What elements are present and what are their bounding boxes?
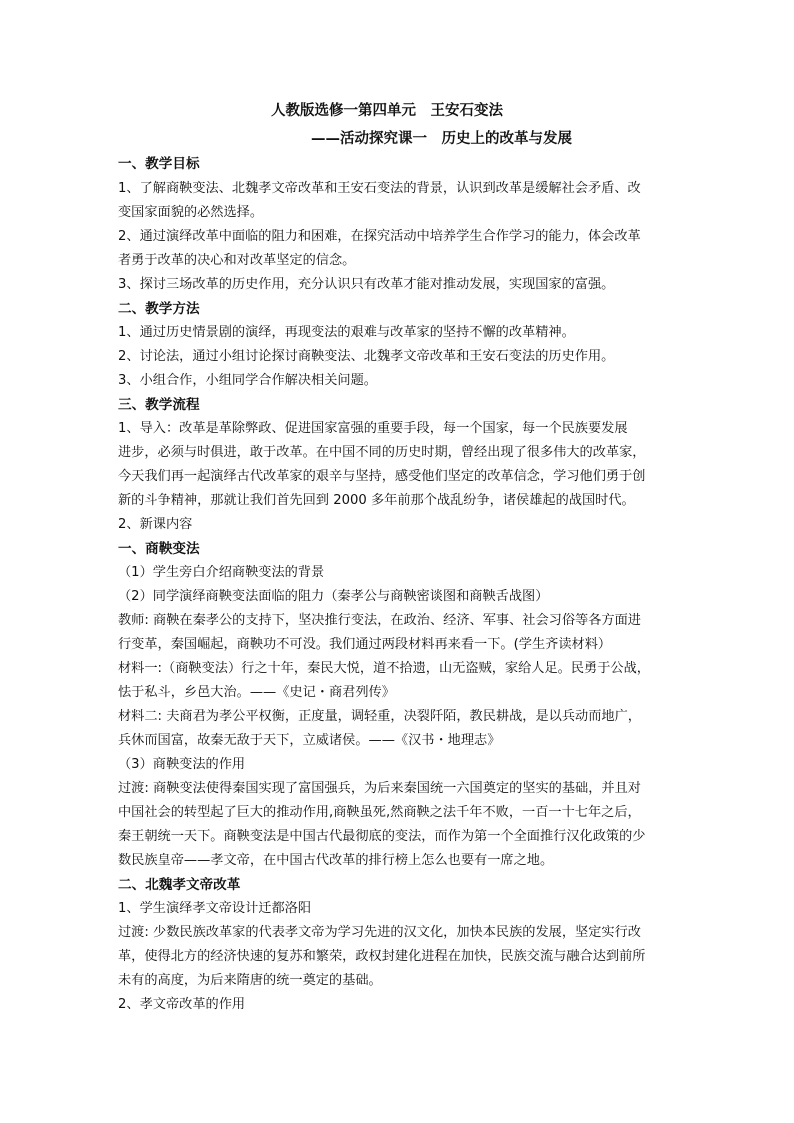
paragraph-line: 者勇于改革的决心和对改革坚定的信念。 [118, 253, 356, 268]
paragraph-line: 革，使得北方的经济快速的复苏和繁荣，政权封建化进程在加快，民族交流与融合达到前所 [118, 949, 646, 964]
section-heading-process: 三、教学流程 [118, 397, 200, 413]
paragraph-line: 3、小组合作，小组同学合作解决相关问题。 [118, 373, 377, 388]
paragraph-line: 2、孝文帝改革的作用 [118, 997, 246, 1012]
material-line: 怯于私斗，乡邑大治。——《史记・商君列传》 [118, 685, 395, 700]
paragraph-line: 1、导入：改革是革除弊政、促进国家富强的重要手段，每一个国家，每一个民族要发展 [118, 421, 628, 436]
paragraph-line: 未有的高度，为后来隋唐的统一奠定的基础。 [118, 973, 382, 988]
section-heading-shangyang: 一、商鞅变法 [118, 541, 200, 557]
section-heading-objectives: 一、教学目标 [118, 156, 200, 172]
paragraph-line: （3）商鞅变法的作用 [118, 757, 246, 772]
paragraph-line: 1、了解商鞅变法、北魏孝文帝改革和王安石变法的背景，认识到改革是缓解社会矛盾、改 [118, 181, 641, 196]
paragraph-line: 过渡: 商鞅变法使得秦国实现了富国强兵，为后来秦国统一六国奠定的坚实的基础，并且对 [118, 781, 641, 796]
paragraph-line: 2、通过演绎改革中面临的阻力和困难，在探究活动中培养学生合作学习的能力，体会改革 [118, 229, 641, 244]
paragraph-line: 过渡: 少数民族改革家的代表孝文帝为学习先进的汉文化，加快本民族的发展，坚定实行改 [118, 925, 641, 940]
section-heading-methods: 二、教学方法 [118, 301, 200, 317]
paragraph-line: 新的斗争精神，那就让我们首先回到 2000 多年前那个战乱纷争，诸侯雄起的战国时代。 [118, 493, 635, 508]
paragraph-line: 2、新课内容 [118, 517, 193, 532]
material-line: 材料二: 夫商君为孝公平权衡，正度量，调轻重，决裂阡陌，教民耕战，是以兵动而地广， [118, 709, 641, 724]
paragraph-line: 进步，必须与时俱进，敢于改革。在中国不同的历史时期，曾经出现了很多伟大的改革家， [118, 445, 646, 460]
paragraph-line: 3、探讨三场改革的历史作用，充分认识只有改革才能对推动发展，实现国家的富强。 [118, 277, 615, 292]
document-title: 人教版选修一第四单元 王安石变法 [271, 103, 503, 119]
paragraph-line: （2）同学演绎商鞅变法面临的阻力（秦孝公与商鞅密谈图和商鞅舌战图） [118, 589, 549, 604]
paragraph-line: 教师: 商鞅在秦孝公的支持下，坚决推行变法，在政治、经济、军事、社会习俗等各方面进 [118, 613, 641, 628]
paragraph-line: 今天我们再一起演绎古代改革家的艰辛与坚持，感受他们坚定的改革信念，学习他们勇于创 [118, 469, 646, 484]
paragraph-line: 数民族皇帝——孝文帝，在中国古代改革的排行榜上怎么也要有一席之地。 [118, 853, 554, 868]
material-line: 材料一:（商鞅变法）行之十年，秦民大悦，道不拾遗，山无盗贼，家给人足。民勇于公战， [118, 661, 650, 676]
material-line: 兵休而国富，故秦无敌于天下，立威诸侯。——《汉书・地理志》 [118, 733, 501, 748]
paragraph-line: 行变革，秦国崛起，商鞅功不可没。我们通过两段材料再来看一下。(学生齐读材料） [118, 637, 612, 652]
paragraph-line: 变国家面貌的必然选择。 [118, 205, 264, 220]
paragraph-line: （1）学生旁白介绍商鞅变法的背景 [118, 565, 325, 580]
paragraph-line: 1、通过历史情景剧的演绎，再现变法的艰难与改革家的坚持不懈的改革精神。 [118, 325, 575, 340]
section-heading-xiaowen: 二、北魏孝文帝改革 [118, 877, 241, 893]
paragraph-line: 中国社会的转型起了巨大的推动作用,商鞅虽死,然商鞅之法千年不败，一百一十七年之后， [118, 805, 641, 820]
paragraph-line: 2、讨论法，通过小组讨论探讨商鞅变法、北魏孝文帝改革和王安石变法的历史作用。 [118, 349, 615, 364]
document-subtitle: ——活动探究课一 历史上的改革与发展 [311, 131, 572, 147]
paragraph-line: 1、学生演绎孝文帝设计迁都洛阳 [118, 901, 312, 916]
paragraph-line: 秦王朝统一天下。商鞅变法是中国古代最彻底的变法，而作为第一个全面推行汉化政策的少 [118, 829, 646, 844]
